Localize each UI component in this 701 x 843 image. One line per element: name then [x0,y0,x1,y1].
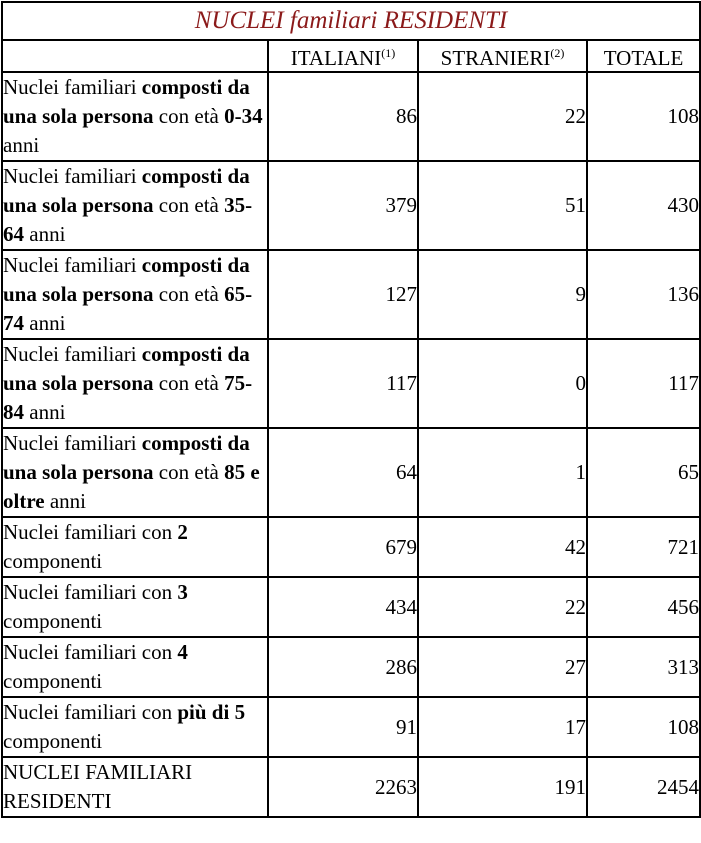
total-row [2,757,700,817]
header-italiani [268,40,418,72]
cell-stranieri: 191 [418,757,587,817]
row-label-part: con età [153,193,225,217]
cell-stranieri: 1 [418,428,587,517]
header-italiani-label: ITALIANI [290,46,382,70]
table-row [2,161,700,250]
row-label-part: con età [153,282,225,306]
row-label-part: anni [24,400,66,424]
cell-italiani: 434 [268,577,418,637]
header-stranieri-label: STRANIERI [440,46,551,70]
cell-italiani: 2263 [268,757,418,817]
row-label [2,339,268,428]
cell-stranieri: 51 [418,161,587,250]
table-title: NUCLEI familiari RESIDENTI [2,2,700,40]
footnote-ref-2: (2) [550,46,565,60]
row-label-bold-part: composti da una sola persona [3,431,250,484]
row-label-bold-part: 3 [177,580,188,604]
row-label-part: anni [24,222,66,246]
row-label [2,72,268,161]
cell-totale: 65 [587,428,700,517]
row-label-part: Nuclei familiari [3,164,142,188]
row-label-bold-part: composti da una sola persona [3,342,250,395]
cell-italiani: 64 [268,428,418,517]
row-label [2,757,268,817]
row-label-bold-part: composti da una sola persona [3,253,250,306]
row-label-bold-part: 75-84 [3,371,253,424]
row-label-part: NUCLEI FAMILIARI RESIDENTI [3,760,193,813]
cell-totale: 721 [587,517,700,577]
cell-stranieri: 22 [418,72,587,161]
cell-italiani: 286 [268,637,418,697]
row-label [2,697,268,757]
cell-totale: 108 [587,697,700,757]
table-row [2,250,700,339]
cell-stranieri: 22 [418,577,587,637]
row-label-part: con età [153,104,225,128]
row-label-bold-part: 35-64 [3,193,253,246]
row-label-bold-part: 4 [177,640,188,664]
nuclei-familiari-table [1,1,701,818]
cell-totale: 117 [587,339,700,428]
row-label-part: con età [153,460,225,484]
header-label-col [2,40,268,72]
row-label-part: Nuclei familiari con [3,700,178,724]
cell-italiani: 379 [268,161,418,250]
cell-totale: 136 [587,250,700,339]
row-label [2,250,268,339]
cell-stranieri: 0 [418,339,587,428]
row-label-part: Nuclei familiari con [3,580,178,604]
table-row [2,637,700,697]
cell-totale: 108 [587,72,700,161]
table-body [2,72,700,817]
row-label [2,577,268,637]
row-label-part: componenti [3,609,103,633]
cell-stranieri: 42 [418,517,587,577]
row-label-part: componenti [3,669,103,693]
header-row [2,40,700,72]
row-label-bold-part: 2 [177,520,188,544]
row-label-part: anni [3,133,40,157]
row-label-part: Nuclei familiari [3,253,142,277]
row-label-bold-part: composti da una sola persona [3,164,250,217]
row-label-part: Nuclei familiari [3,75,142,99]
row-label-bold-part: 85 e oltre [3,460,260,513]
table-row [2,428,700,517]
row-label-bold-part: più di 5 [177,700,246,724]
cell-totale: 313 [587,637,700,697]
cell-italiani: 91 [268,697,418,757]
row-label-bold-part: 0-34 [224,104,263,128]
row-label [2,161,268,250]
cell-italiani: 679 [268,517,418,577]
cell-italiani: 117 [268,339,418,428]
row-label-part: componenti [3,549,103,573]
row-label [2,428,268,517]
row-label [2,637,268,697]
title-row [2,2,700,40]
row-label-part: Nuclei familiari con [3,640,178,664]
cell-stranieri: 9 [418,250,587,339]
cell-italiani: 86 [268,72,418,161]
row-label-part: Nuclei familiari [3,342,142,366]
row-label-part: Nuclei familiari [3,431,142,455]
footnote-ref-1: (1) [381,46,396,60]
table-row [2,577,700,637]
header-stranieri [418,40,587,72]
cell-totale: 456 [587,577,700,637]
header-totale-label: TOTALE [603,46,684,70]
cell-totale: 430 [587,161,700,250]
table-row [2,517,700,577]
cell-italiani: 127 [268,250,418,339]
cell-stranieri: 27 [418,637,587,697]
row-label-part: anni [44,489,86,513]
row-label-bold-part: 65-74 [3,282,253,335]
table-row [2,697,700,757]
row-label-part: con età [153,371,225,395]
row-label-part: anni [24,311,66,335]
row-label-part: Nuclei familiari con [3,520,178,544]
row-label-part: componenti [3,729,103,753]
cell-stranieri: 17 [418,697,587,757]
table-row [2,72,700,161]
cell-totale: 2454 [587,757,700,817]
header-totale [587,40,700,72]
row-label [2,517,268,577]
table-row [2,339,700,428]
row-label-bold-part: composti da una sola persona [3,75,250,128]
